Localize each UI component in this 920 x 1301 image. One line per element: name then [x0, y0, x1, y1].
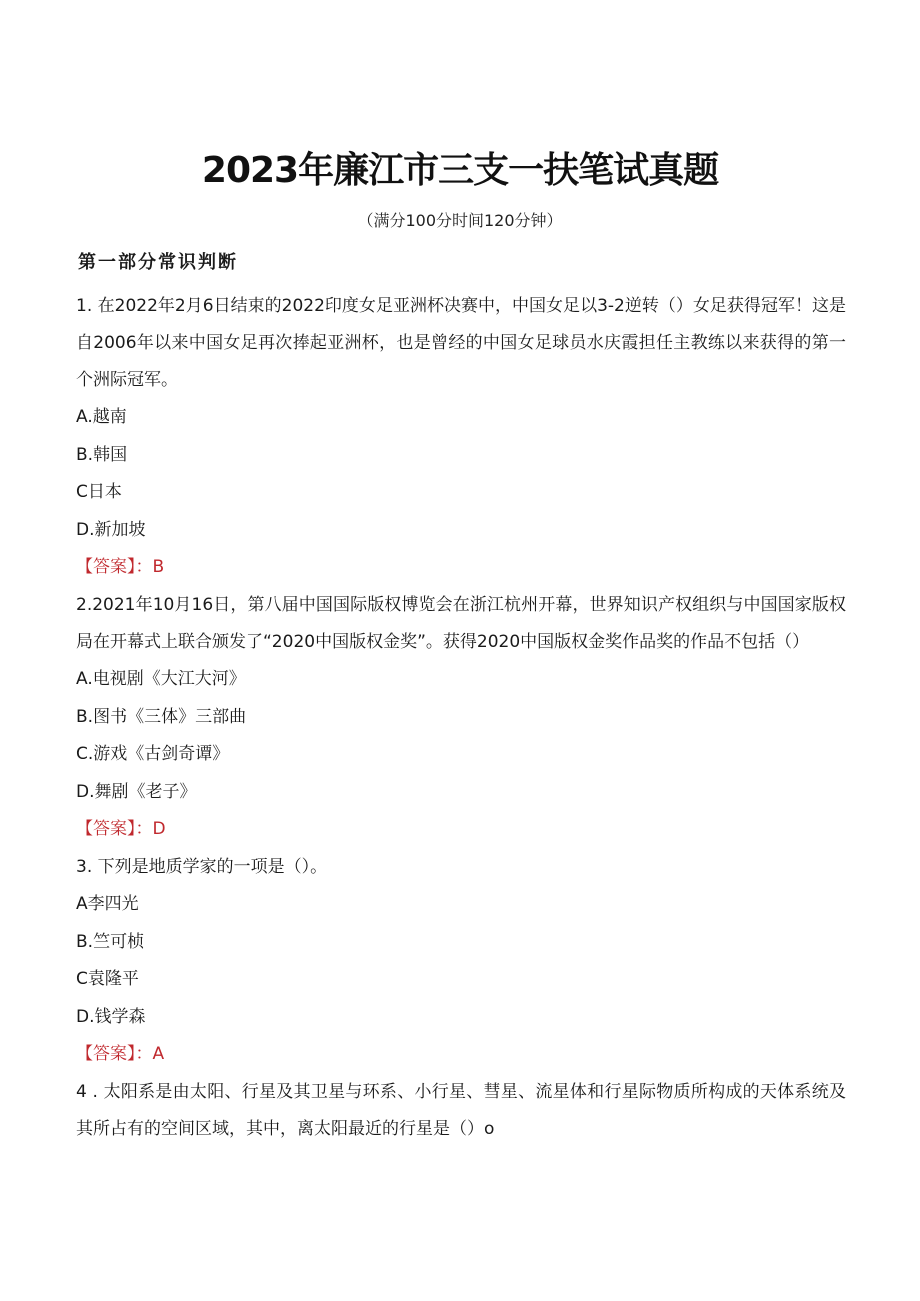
question-list — [76, 288, 846, 1148]
option-b: B.图书《三体》三部曲 — [76, 706, 247, 727]
question-text: 4 . 太阳系是由太阳、行星及其卫星与环系、小行星、彗星、流星体和行星际物质所构成的天体系统及其所占有的空间区域，其中，离太阳最近的行星是（）o — [76, 1081, 846, 1139]
answer-line — [76, 549, 846, 587]
document-title: 2023年廉江市三支一扶笔试真题 — [201, 150, 719, 191]
answer-label: 【答案】： — [76, 557, 153, 578]
option-d: D.舞剧《老子》 — [76, 781, 197, 802]
option-d: D.新加坡 — [76, 519, 146, 540]
question-text: 1. 在2022年2月6日结束的2022印度女足亚洲杯决赛中，中国女足以3-2逆转（）女足获得冠军！这是自2006年以来中国女足再次捧起亚洲杯，也是曾经的中国女足球员水庆霞担任主教练以来获得的第一个洲际冠军。 — [76, 296, 846, 390]
option-a: A.电视剧《大江大河》 — [76, 668, 246, 689]
answer-label: 【答案】： — [76, 1044, 153, 1065]
answer-value: B — [152, 557, 165, 578]
question-text: 3. 下列是地质学家的一项是（）。 — [76, 856, 328, 877]
answer-line — [76, 811, 846, 849]
option-b: B.竺可桢 — [76, 931, 145, 952]
option-c: C日本 — [76, 482, 122, 503]
section-heading: 第一部分常识判断 — [78, 252, 238, 273]
option-b: B.韩国 — [76, 444, 128, 465]
answer-line — [76, 1036, 846, 1074]
answer-label: 【答案】： — [76, 819, 153, 840]
option-a: A李四光 — [76, 893, 139, 914]
option-a: A.越南 — [76, 407, 127, 427]
answer-value: D — [152, 819, 166, 840]
question-text: 2.2021年10月16日，第八届中国国际版权博览会在浙江杭州开幕，世界知识产权组织与中国国家版权局在开幕式上联合颁发了“2020中国版权金奖”。获得2020中国版权金奖作品奖的作品不包括（） — [76, 594, 846, 652]
answer-value: A — [152, 1044, 165, 1065]
option-d: D.钱学森 — [76, 1006, 146, 1027]
option-c: C袁隆平 — [76, 969, 139, 990]
document-subtitle: （满分100分时间120分钟） — [357, 211, 563, 230]
option-c: C.游戏《古剑奇谭》 — [76, 744, 230, 765]
